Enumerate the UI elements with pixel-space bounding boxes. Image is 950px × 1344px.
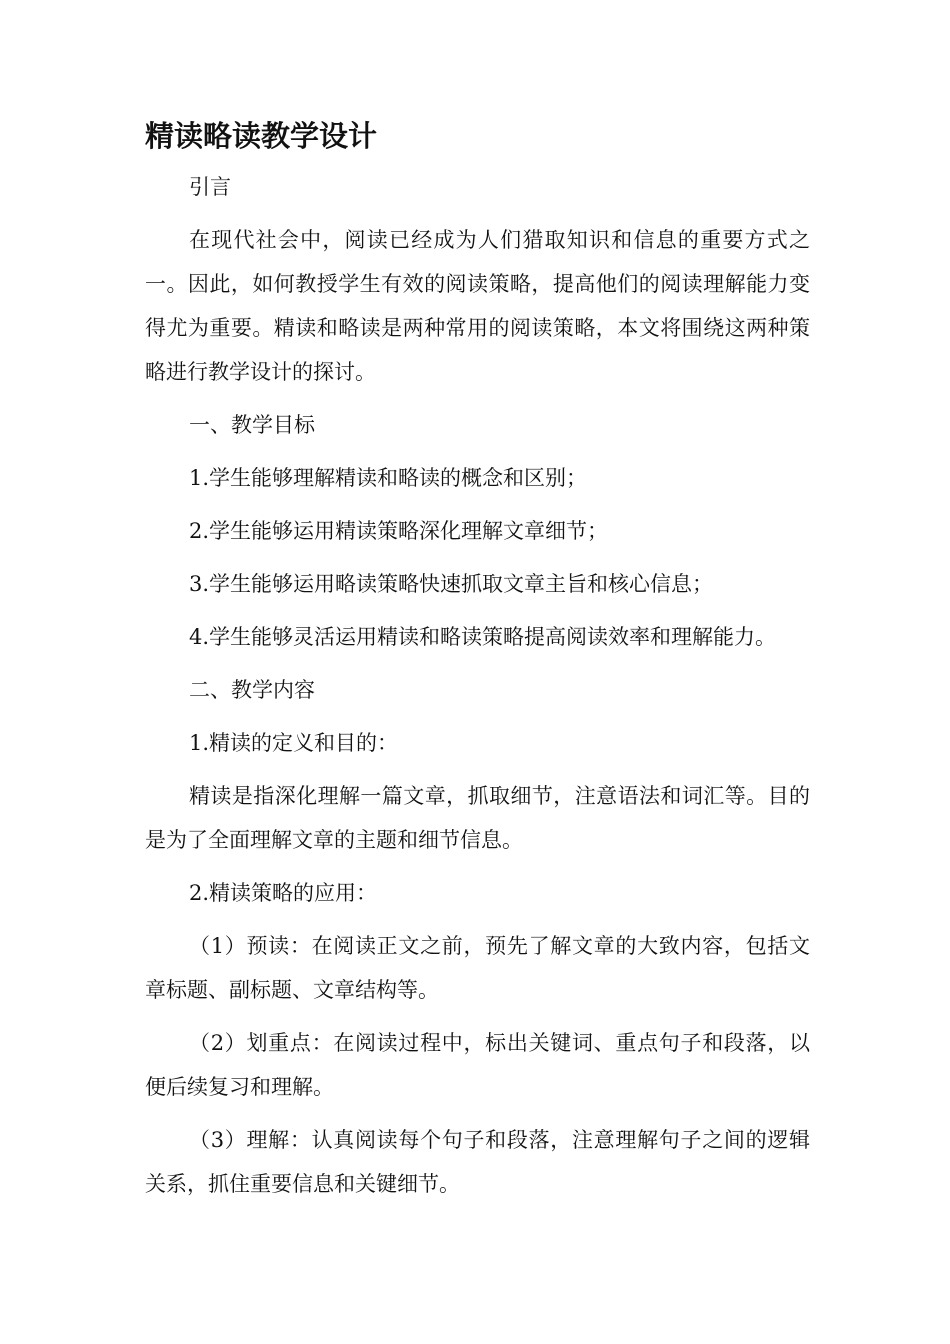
strategy-item: （1）预读：在阅读正文之前，预先了解文章的大致内容，包括文章标题、副标题、文章结构等。 bbox=[145, 934, 810, 1002]
subsection-heading-definition: 1.精读的定义和目的： bbox=[189, 731, 399, 755]
section-heading-content: 二、教学内容 bbox=[189, 678, 315, 702]
intro-heading: 引言 bbox=[189, 175, 231, 199]
goal-item: 2.学生能够运用精读策略深化理解文章细节； bbox=[189, 519, 609, 543]
section-heading-goals: 一、教学目标 bbox=[189, 413, 315, 437]
goal-item: 3.学生能够运用略读策略快速抓取文章主旨和核心信息； bbox=[189, 572, 714, 596]
intro-paragraph: 在现代社会中，阅读已经成为人们猎取知识和信息的重要方式之一。因此，如何教授学生有效的阅读策略，提高他们的阅读理解能力变得尤为重要。精读和略读是两种常用的阅读策略，本文将围绕这两种策略进行教学设计的探讨。 bbox=[145, 228, 810, 384]
goal-item: 1.学生能够理解精读和略读的概念和区别； bbox=[189, 466, 588, 490]
strategy-item: （2）划重点：在阅读过程中，标出关键词、重点句子和段落，以便后续复习和理解。 bbox=[145, 1031, 810, 1099]
goal-item: 4.学生能够灵活运用精读和略读策略提高阅读效率和理解能力。 bbox=[189, 625, 777, 649]
strategy-item: （3）理解：认真阅读每个句子和段落，注意理解句子之间的逻辑关系，抓住重要信息和关键细节。 bbox=[145, 1128, 810, 1196]
definition-paragraph: 精读是指深化理解一篇文章，抓取细节，注意语法和词汇等。目的是为了全面理解文章的主题和细节信息。 bbox=[145, 784, 810, 852]
document-title: 精读略读教学设计 bbox=[145, 119, 378, 153]
subsection-heading-strategy: 2.精读策略的应用： bbox=[189, 881, 378, 905]
document-body bbox=[145, 165, 810, 1215]
